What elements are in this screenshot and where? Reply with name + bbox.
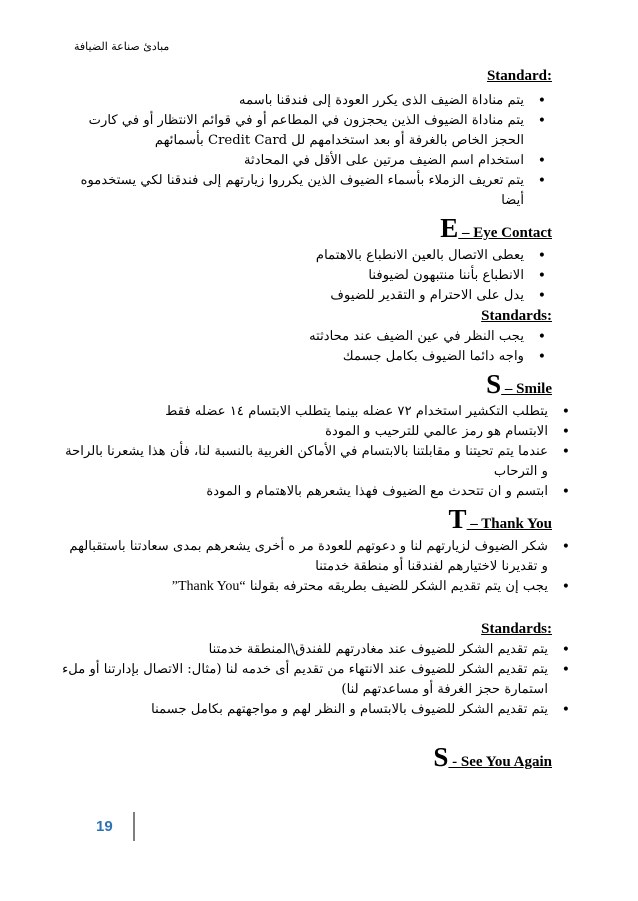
list-item: • يتم مناداة الضيوف الذين يحجزون في المطاعم أو في قوائم الانتظار أو في كارت الحجز الخاص بالغرفة أو بعد استخدامهم لل Credit Card بأسمائهم: [60, 111, 552, 151]
list-item: • شكر الضيوف لزيارتهم لنا و دعوتهم للعودة مر ه أخرى يشعرهم بمدى سعادتنا باستقبالهم و تقديرنا لاختيارهم لفندقنا أو منطقة خدمتنا: [60, 537, 576, 577]
list-item: • الابتسام هو رمز عالمي للترحيب و المودة: [60, 422, 576, 442]
standards-heading: Standards:: [481, 308, 552, 324]
list-item: • عندما يتم تحيتنا و مقابلتنا بالابتسام في الأماكن الغربية بالنسبة لنا، فأن هذا يشعرنا بالراحة و الترحاب: [60, 442, 576, 482]
thank-you-standards-list: [60, 640, 552, 720]
page-number: 19: [96, 818, 113, 835]
heading-text: – Smile: [501, 381, 552, 397]
standard-heading: Standard:: [486, 68, 552, 84]
see-you-again-heading: [60, 742, 552, 773]
list-item: • يتم تقديم الشكر للضيوف عند مغادرتهم للفندق\المنطقة خدمتنا: [60, 640, 576, 660]
heading-text: – Thank You: [466, 516, 552, 532]
thank-you-quote: “Thank You”: [171, 579, 246, 594]
heading-letter: E: [440, 213, 459, 243]
list-item: • يتم تقديم الشكر للضيوف عند الانتهاء من تقديم أى خدمه لنا (مثال: الاتصال بإدارتنا أو ملء استمارة حجز الغرفة أو مساعدتهم لنا): [60, 660, 576, 700]
list-item: • يدل على الاحترام و التقدير للضيوف: [60, 286, 552, 306]
standards-heading: Standards:: [481, 621, 552, 637]
list-item: • ابتسم و ان تتحدث مع الضيوف فهذا يشعرهم بالاهتمام و المودة: [60, 482, 576, 502]
list-item: • يعطى الاتصال بالعين الانطباع بالاهتمام: [60, 246, 552, 266]
running-header: مبادئ صناعة الضيافة: [74, 40, 170, 53]
list-item: • يجب النظر في عين الضيف عند محادثته: [60, 327, 552, 347]
thank-you-list: [60, 537, 552, 597]
smile-list: [60, 402, 552, 502]
list-item: • واجه دائما الضيوف بكامل جسمك: [60, 347, 552, 367]
list-item: • يتم مناداة الضيف الذى يكرر العودة إلى فندقنا باسمه: [60, 91, 552, 111]
list-item: • يتم تقديم الشكر للضيوف بالابتسام و النظر لهم و مواجهتهم بكامل جسمنا: [60, 700, 576, 720]
list-item: • الانطباع بأننا منتبهون لضيوفنا: [60, 266, 552, 286]
smile-heading: [60, 369, 552, 400]
page-content: [60, 64, 552, 775]
eye-contact-list: [60, 246, 552, 306]
heading-letter: T: [448, 504, 467, 534]
heading-text: - See You Again: [448, 754, 552, 770]
eye-contact-heading: [60, 213, 552, 244]
eye-contact-standards-list: [60, 327, 552, 367]
standard-list: [60, 91, 552, 211]
thank-you-heading: [60, 504, 552, 535]
heading-letter: S: [433, 742, 449, 772]
list-item: • استخدام اسم الضيف مرتين على الأقل في المحادثة: [60, 151, 552, 171]
item-arabic-text: يجب إن يتم تقديم الشكر للضيف بطريقه محترفه بقولنا: [249, 579, 548, 594]
list-item: • يتطلب التكشير استخدام ٧٢ عضله بينما يتطلب الابتسام ١٤ عضله فقط: [60, 402, 576, 422]
footer-divider: [133, 812, 135, 841]
heading-text: – Eye Contact: [458, 225, 552, 241]
heading-letter: S: [486, 369, 502, 399]
list-item: [60, 577, 576, 597]
list-item: • يتم تعريف الزملاء بأسماء الضيوف الذين يكرروا زيارتهم إلى فندقنا لكي يستخدموه أيضا: [60, 171, 552, 211]
